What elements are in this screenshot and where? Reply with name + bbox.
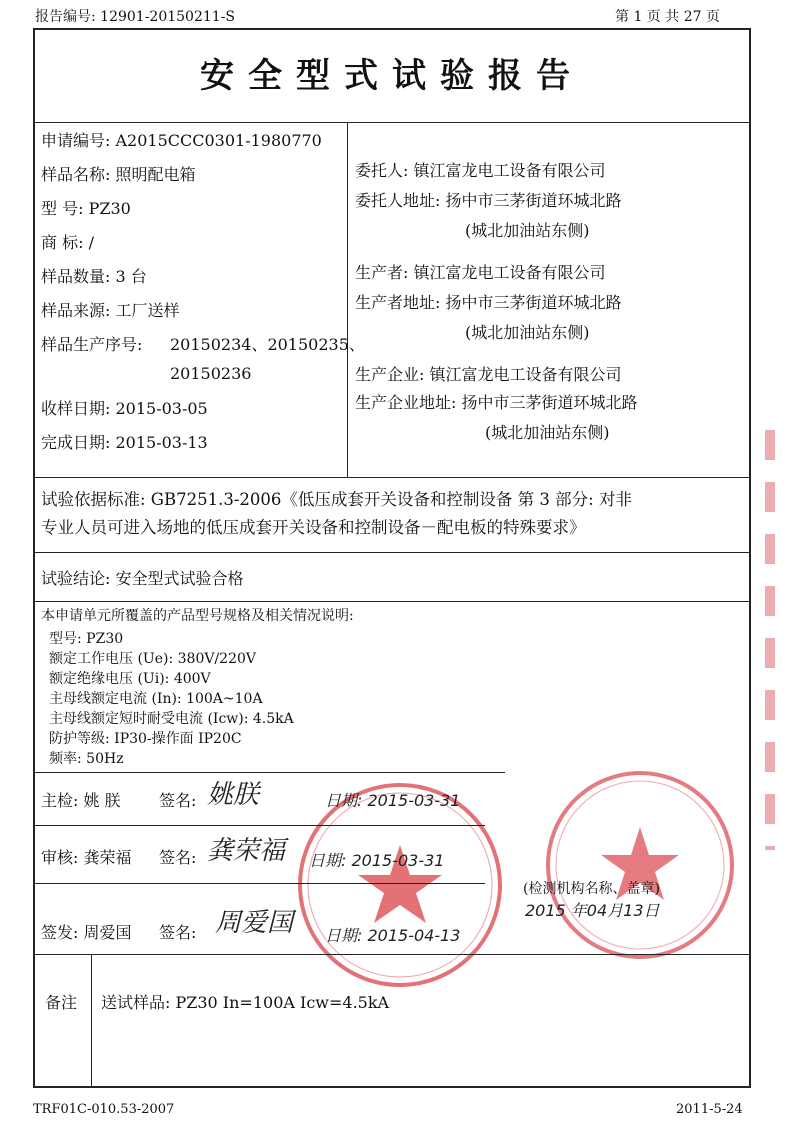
client-address: 委托人地址: 扬中市三茅街道环城北路: [355, 191, 622, 210]
complete-date: 完成日期: 2015-03-13: [41, 433, 208, 452]
sample-quantity: 样品数量: 3 台: [41, 267, 147, 286]
spec-item: 型号: PZ30: [49, 631, 124, 647]
remarks-label: 备注: [45, 993, 78, 1012]
sample-source: 样品来源: 工厂送样: [41, 301, 180, 320]
spec-item: 频率: 50Hz: [49, 751, 124, 767]
client: 委托人: 镇江富龙电工设备有限公司: [355, 161, 606, 180]
org-date: 2015 年04月13日: [525, 901, 660, 920]
org-note: (检测机构名称、盖章): [523, 881, 660, 897]
remarks-content: 送试样品: PZ30 In=100A Icw=4.5kA: [101, 993, 390, 1012]
divider: [35, 477, 749, 478]
spec-item: 主母线额定短时耐受电流 (Icw): 4.5kA: [49, 711, 294, 727]
divider: [35, 601, 749, 602]
factory: 生产企业: 镇江富龙电工设备有限公司: [355, 365, 622, 384]
reviewer-date: 日期: 2015-03-31: [309, 851, 445, 870]
inspector: 主检: 姚 朕: [41, 791, 121, 810]
reviewer: 审核: 龚荣福: [41, 848, 132, 867]
approver-sign-label: 签名:: [159, 923, 197, 942]
report-frame: [33, 28, 751, 1088]
spec-item: 额定工作电压 (Ue): 380V/220V: [49, 651, 257, 667]
producer-address: 生产者地址: 扬中市三茅街道环城北路: [355, 293, 622, 312]
approver-date: 日期: 2015-04-13: [325, 926, 461, 945]
client-address-note: (城北加油站东侧): [465, 221, 590, 240]
divider: [35, 883, 485, 884]
spec-item: 主母线额定电流 (In): 100A~10A: [49, 691, 263, 707]
producer-address-note: (城北加油站东侧): [465, 323, 590, 342]
divider: [35, 122, 749, 123]
report-title: 安全型式试验报告: [200, 56, 584, 96]
inspector-signature: 姚朕: [207, 780, 260, 810]
paging-seal: [760, 430, 800, 850]
factory-address: 生产企业地址: 扬中市三茅街道环城北路: [355, 393, 638, 412]
serial-numbers-1: 20150234、20150235、: [170, 335, 365, 354]
report-number: 报告编号: 12901-20150211-S: [35, 9, 236, 25]
specs-heading: 本申请单元所覆盖的产品型号规格及相关情况说明:: [41, 608, 354, 624]
divider: [35, 772, 505, 773]
spec-item: 额定绝缘电压 (Ui): 400V: [49, 671, 211, 687]
trademark: 商 标: /: [41, 233, 94, 252]
approver: 签发: 周爱国: [41, 923, 132, 942]
form-code: TRF01C-010.53-2007: [33, 1102, 175, 1117]
factory-address-note: (城北加油站东侧): [485, 423, 610, 442]
producer: 生产者: 镇江富龙电工设备有限公司: [355, 263, 606, 282]
form-date: 2011-5-24: [676, 1102, 743, 1117]
test-standard-line2: 专业人员可进入场地的低压成套开关设备和控制设备－配电板的特殊要求》: [41, 518, 586, 537]
test-conclusion: 试验结论: 安全型式试验合格: [41, 569, 244, 588]
page-info: 第 1 页 共 27 页: [615, 9, 720, 25]
serial-label: 样品生产序号:: [41, 335, 143, 354]
column-divider: [347, 122, 348, 477]
test-standard-line1: 试验依据标准: GB7251.3-2006《低压成套开关设备和控制设备 第 3 部分: 对非: [41, 490, 632, 509]
model: 型 号: PZ30: [41, 199, 131, 218]
reviewer-sign-label: 签名:: [159, 848, 197, 867]
divider: [35, 825, 485, 826]
divider: [35, 954, 749, 955]
divider: [35, 552, 749, 553]
approver-signature: 周爱国: [215, 908, 294, 938]
receive-date: 收样日期: 2015-03-05: [41, 399, 208, 418]
spec-item: 防护等级: IP30-操作面 IP20C: [49, 731, 242, 747]
reviewer-signature: 龚荣福: [207, 836, 286, 866]
inspector-date: 日期: 2015-03-31: [325, 791, 461, 810]
serial-numbers-2: 20150236: [170, 364, 252, 383]
inspector-sign-label: 签名:: [159, 791, 197, 810]
remarks-divider: [91, 954, 92, 1088]
sample-name: 样品名称: 照明配电箱: [41, 165, 196, 184]
application-no: 申请编号: A2015CCC0301-1980770: [41, 131, 322, 150]
